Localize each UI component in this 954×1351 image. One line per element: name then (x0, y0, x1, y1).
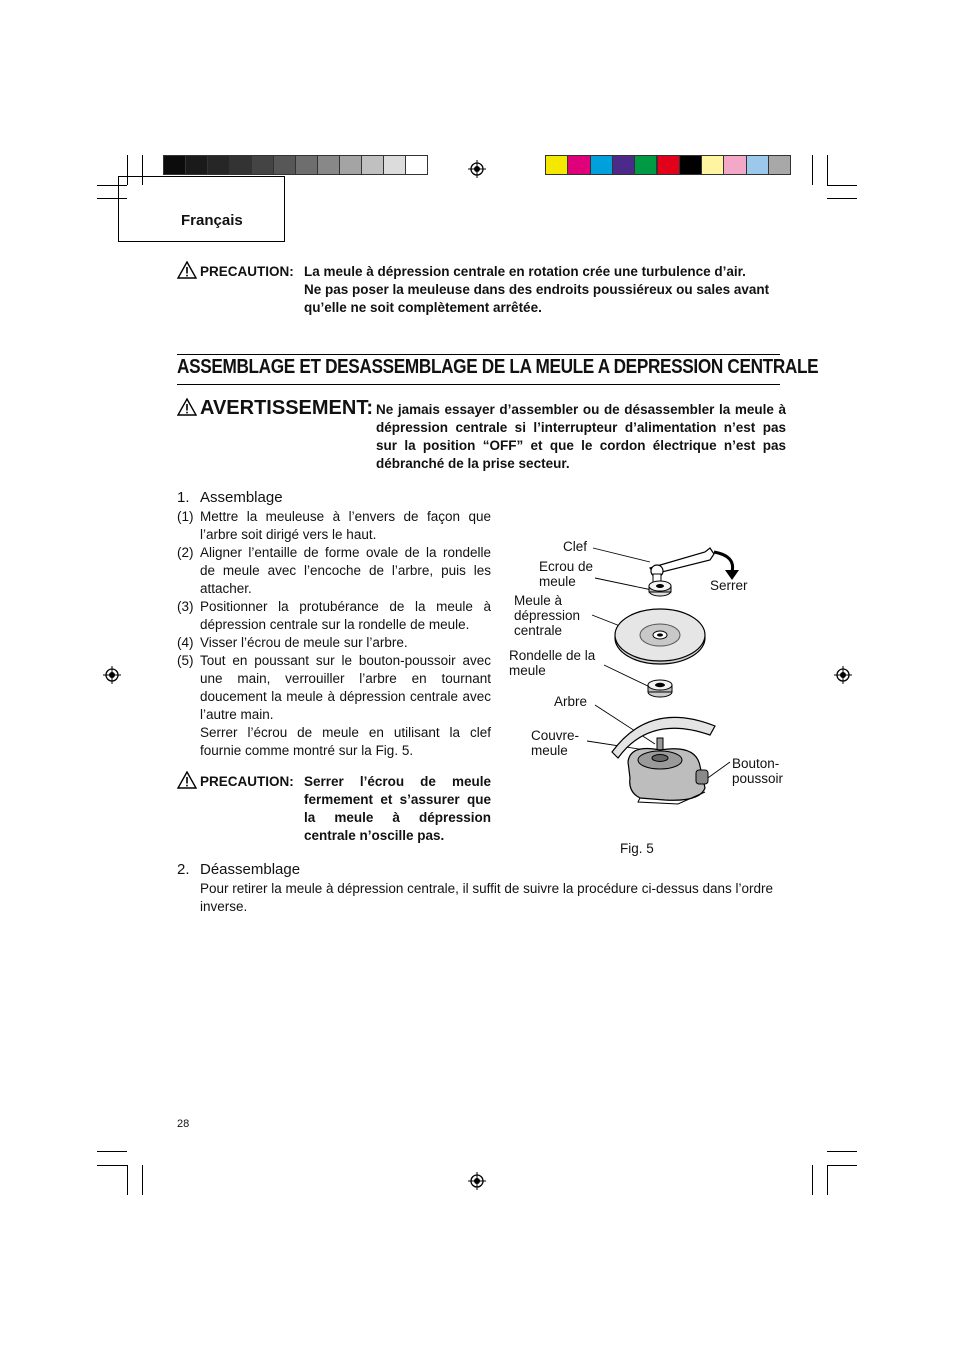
color-swatch (679, 155, 702, 175)
color-swatch (657, 155, 680, 175)
color-swatch (295, 155, 318, 175)
crop-mark (827, 185, 857, 186)
color-swatch (361, 155, 384, 175)
list-item: (3) Positionner la protubérance de la meule à dépression centrale sur la rondelle de meule. (177, 599, 491, 632)
label-ecrou: Ecrou de meule (539, 559, 594, 589)
precaution-label: PRECAUTION: (200, 264, 294, 279)
color-swatch (251, 155, 274, 175)
label-arbre: Arbre (554, 694, 588, 709)
registration-mark-icon (468, 1172, 486, 1190)
label-bouton-poussoir: Bouton- poussoir (732, 756, 784, 786)
page-number: 28 (177, 1118, 190, 1130)
assembly-steps (177, 508, 491, 760)
crop-mark (142, 1165, 143, 1195)
list-item-continuation: Serrer l’écrou de meule en utilisant la clef fournie comme montré sur la Fig. 5. (200, 725, 491, 758)
warning-text: Ne jamais essayer d’assembler ou de désassembler la meule à dépression centrale si l’interrupteur d’alimentation n’est pas sur la position “OFF” et que le cordon électrique n’est pas débranché de la prise secteur. (376, 402, 786, 471)
registration-mark-icon (103, 666, 121, 684)
precaution-text: Serrer l’écrou de meule fermement et s’assurer que la meule à dépression centrale n’oscille pas. (304, 774, 491, 843)
crop-mark (827, 1165, 857, 1166)
color-swatch (634, 155, 657, 175)
crop-mark (827, 1151, 857, 1152)
color-swatch (185, 155, 208, 175)
color-swatch (229, 155, 252, 175)
language-label: Français (181, 212, 243, 229)
label-clef: Clef (563, 539, 588, 554)
color-swatch (701, 155, 724, 175)
color-swatch (405, 155, 428, 175)
warning-label: AVERTISSEMENT: (200, 397, 373, 419)
assembly-heading-number: 1. (177, 489, 190, 506)
registration-mark-icon (834, 666, 852, 684)
color-swatch (590, 155, 613, 175)
precaution-text-line: qu’elle ne soit complètement arrêtée. (304, 300, 542, 315)
precaution-label: PRECAUTION: (200, 774, 294, 789)
crop-mark (812, 155, 813, 185)
list-item: (2) Aligner l’entaille de forme ovale de la rondelle de meule avec l’encoche de l’arbre, puis les attacher. (177, 545, 491, 596)
language-tab (118, 176, 285, 242)
list-item: (1) Mettre la meuleuse à l’envers de façon que l’arbre soit dirigé vers le haut. (177, 509, 491, 542)
label-meule: Meule à dépression centrale (514, 593, 581, 638)
registration-mark-icon (468, 160, 486, 178)
color-swatch (207, 155, 230, 175)
disassembly-heading: Déassemblage (200, 861, 301, 878)
crop-mark (127, 1165, 128, 1195)
warning-triangle-icon (177, 771, 197, 789)
crop-mark (827, 155, 828, 185)
label-couvre-meule: Couvre- meule (531, 728, 580, 758)
crop-mark (97, 1165, 127, 1166)
title-rule-top (177, 354, 780, 355)
assembly-heading: Assemblage (200, 489, 283, 506)
list-item: (5) Tout en poussant sur le bouton-poussoir avec une main, verrouiller l’arbre en tournant doucement la meule à dépression centrale avec l’autre main. (177, 653, 491, 722)
color-swatch (723, 155, 746, 175)
color-swatch (746, 155, 769, 175)
list-item: (4) Visser l’écrou de meule sur l’arbre. (177, 635, 408, 650)
crop-mark (812, 1165, 813, 1195)
warning-triangle-icon (177, 398, 197, 416)
precaution-text-line: La meule à dépression centrale en rotation crée une turbulence d’air. (304, 264, 746, 279)
color-swatch (383, 155, 406, 175)
label-rondelle: Rondelle de la meule (509, 648, 596, 678)
color-swatch (339, 155, 362, 175)
section-title: ASSEMBLAGE ET DESASSEMBLAGE DE LA MEULE A DEPRESSION CENTRALE (177, 356, 819, 378)
figure-caption: Fig. 5 (620, 841, 654, 856)
wrench-icon (650, 548, 714, 584)
disassembly-heading-number: 2. (177, 861, 190, 878)
color-swatch (612, 155, 635, 175)
color-swatch (317, 155, 340, 175)
crop-mark (827, 198, 857, 199)
warning-triangle-icon (177, 261, 197, 279)
color-swatch (273, 155, 296, 175)
crop-mark (827, 1165, 828, 1195)
color-swatch (768, 155, 791, 175)
crop-mark (97, 1151, 127, 1152)
title-rule-bottom (177, 384, 780, 385)
color-swatch (545, 155, 568, 175)
disassembly-text: Pour retirer la meule à dépression centrale, il suffit de suivre la procédure ci-dessus dans l’ordre inverse. (200, 881, 774, 914)
precaution-text-line: Ne pas poser la meuleuse dans des endroits poussiéreux ou sales avant (304, 282, 770, 297)
label-serrer: Serrer (710, 578, 748, 593)
color-swatch (567, 155, 590, 175)
color-swatch (163, 155, 186, 175)
